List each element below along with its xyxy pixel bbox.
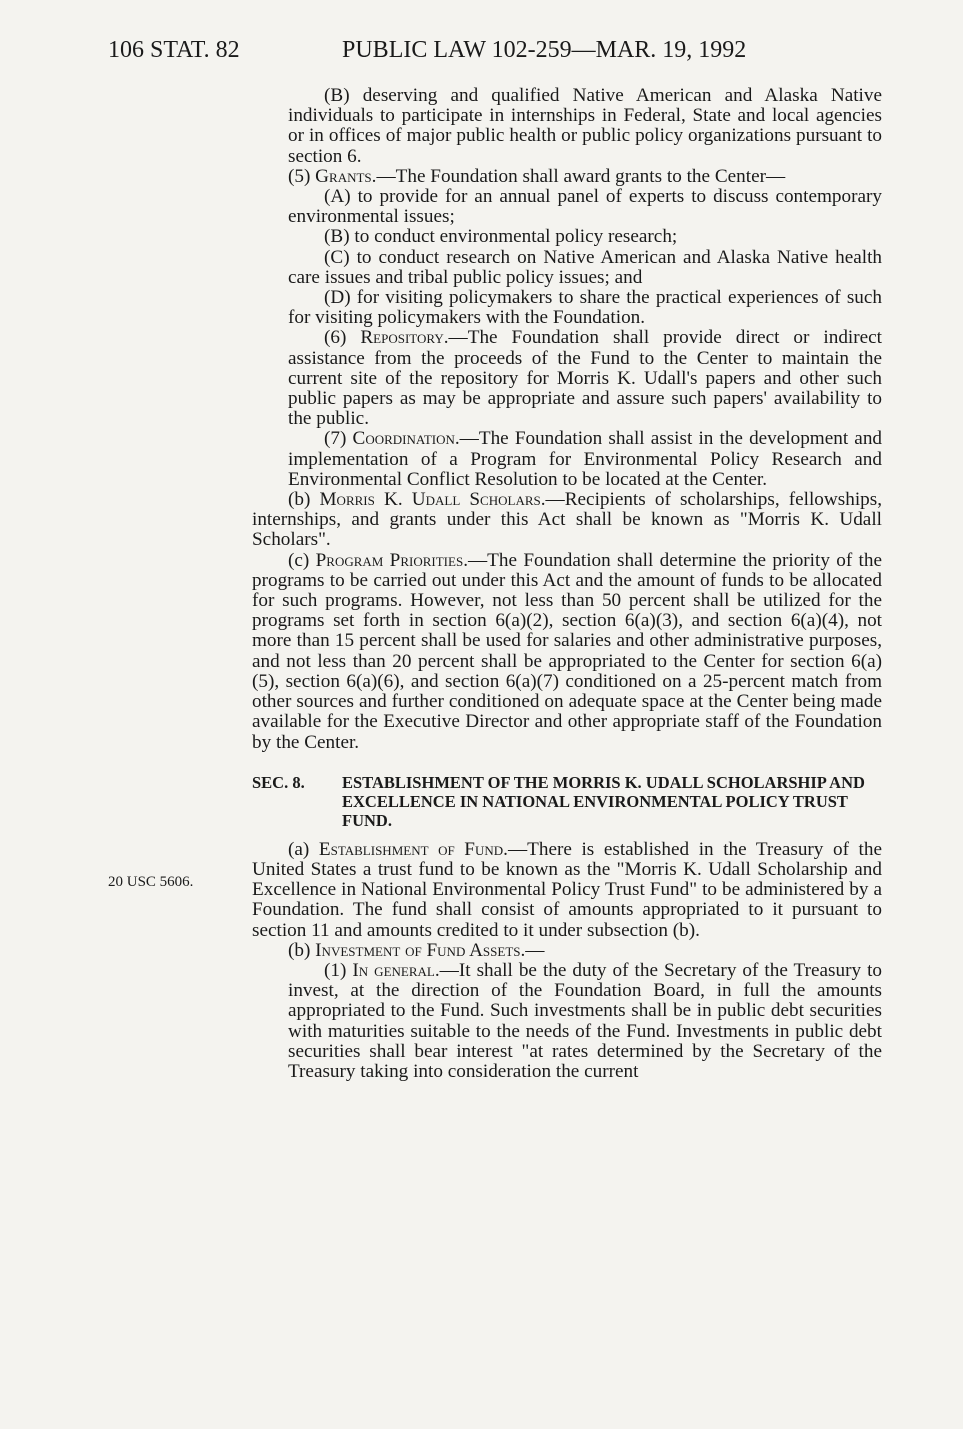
para-heading: Grants — [315, 165, 372, 187]
document-body — [252, 86, 882, 1082]
para-number: (b) — [288, 489, 320, 511]
para-text: .—The Foundation shall provide direct or indirect assistance from the proceeds of the Fund to the Center to maintain the current site of the repository for Morris K. Udall's papers and other such public papers as may be appropriate and assure such papers' availability to the public. — [288, 327, 883, 430]
para-6-repository — [252, 328, 882, 429]
section-number: SEC. 8. — [252, 772, 305, 792]
para-5b-research: (B) to conduct environmental policy research; — [324, 226, 678, 248]
para-text: .—It shall be the duty of the Secretary of the Treasury to invest, at the direction of the Foundation Board, in full the amounts appropriated to the Fund. Such investments shall be in public debt securities with maturities suitable to the needs of the Fund. Investments in public debt securities shall bear interest "at rates determined by the Secretary of the Treasury taking into consideration the current — [288, 959, 882, 1082]
para-number: (6) — [324, 327, 361, 349]
section-8-heading — [252, 773, 882, 830]
margin-note-usc: 20 USC 5606. — [108, 874, 194, 890]
para-text: .—There is established in the Treasury of the United States a trust fund to be known as the "Morris K. Udall Scholarship and Excellence in National Environmental Policy Trust Fund" to be administered by a Foundation. The fund shall consist of amounts appropriated to it pursuant to section 11 and amounts credited to it under subsection (b). — [252, 838, 882, 941]
para-5a-panel: (A) to provide for an annual panel of experts to discuss contemporary environmental issues; — [288, 186, 882, 228]
para-b-udall-scholars — [252, 490, 882, 551]
para-heading: In general — [352, 959, 435, 981]
para-heading: Establishment of Fund — [318, 838, 504, 860]
section-title: ESTABLISHMENT OF THE MORRIS K. UDALL SCHOLARSHIP AND EXCELLENCE IN NATIONAL ENVIRONMENTAL POLICY TRUST FUND. — [342, 772, 865, 830]
para-5-grants — [252, 167, 882, 187]
para-number: (c) — [288, 549, 316, 571]
para-text: .—The Foundation shall assist in the development and implementation of a Program for Environmental Policy Research and Environmental Conflict Resolution to be located at the Center. — [288, 428, 883, 490]
para-heading: Morris K. Udall Scholars — [319, 489, 541, 511]
para-b-investment-of-fund-assets — [252, 941, 882, 961]
para-5b-native-internships: (B) deserving and qualified Native American and Alaska Native individuals to participate in internships in Federal, State and local agencies or in offices of major public health or public policy organizations pursuant to section 6. — [288, 85, 882, 167]
para-text: .—The Foundation shall award grants to the Center— — [371, 165, 786, 187]
para-text: .—Recipients of scholarships, fellowships, internships, and grants under this Act shall be known as "Morris K. Udall Scholars". — [252, 489, 883, 551]
para-heading: Repository — [360, 327, 444, 349]
para-number: (1) — [324, 959, 353, 981]
stat-page-reference: 106 STAT. 82 — [108, 37, 240, 63]
para-5d-policymakers: (D) for visiting policymakers to share the practical experiences of such for visiting policymakers with the Foundation. — [288, 287, 882, 329]
para-text: .—The Foundation shall determine the priority of the programs to be carried out under this Act and the amount of funds to be allocated for such programs. However, not less than 50 percent shall be utilized for the programs set forth in section 6(a)(2), section 6(a)(3), and section 6(a)(4), not more than 15 percent shall be used for salaries and other administrative purposes, and not less than 20 percent shall be appropriated to the Center for section 6(a)(5), section 6(a)(6), and section 6(a)(7) conditioned on a 25-percent match from other sources and further conditioned on adequate space at the Center being made available for the Executive Director and other appropriate staff of the Foundation by the Center. — [252, 549, 882, 753]
para-number: (7) — [324, 428, 353, 450]
para-heading: Program Priorities — [315, 549, 464, 571]
para-1-in-general — [252, 961, 882, 1082]
para-number: (5) — [288, 165, 316, 187]
para-7-coordination — [252, 429, 882, 490]
para-heading: Coordination — [352, 428, 455, 450]
para-5c-health: (C) to conduct research on Native American and Alaska Native health care issues and tribal public policy issues; and — [288, 246, 882, 288]
para-a-establishment-of-fund — [252, 840, 882, 941]
public-law-citation: PUBLIC LAW 102-259—MAR. 19, 1992 — [342, 37, 747, 63]
para-c-program-priorities — [252, 551, 882, 753]
para-text: .— — [520, 939, 545, 961]
para-number: (a) — [288, 838, 319, 860]
para-heading: Investment of Fund Assets — [315, 939, 521, 961]
para-number: (b) — [288, 939, 316, 961]
